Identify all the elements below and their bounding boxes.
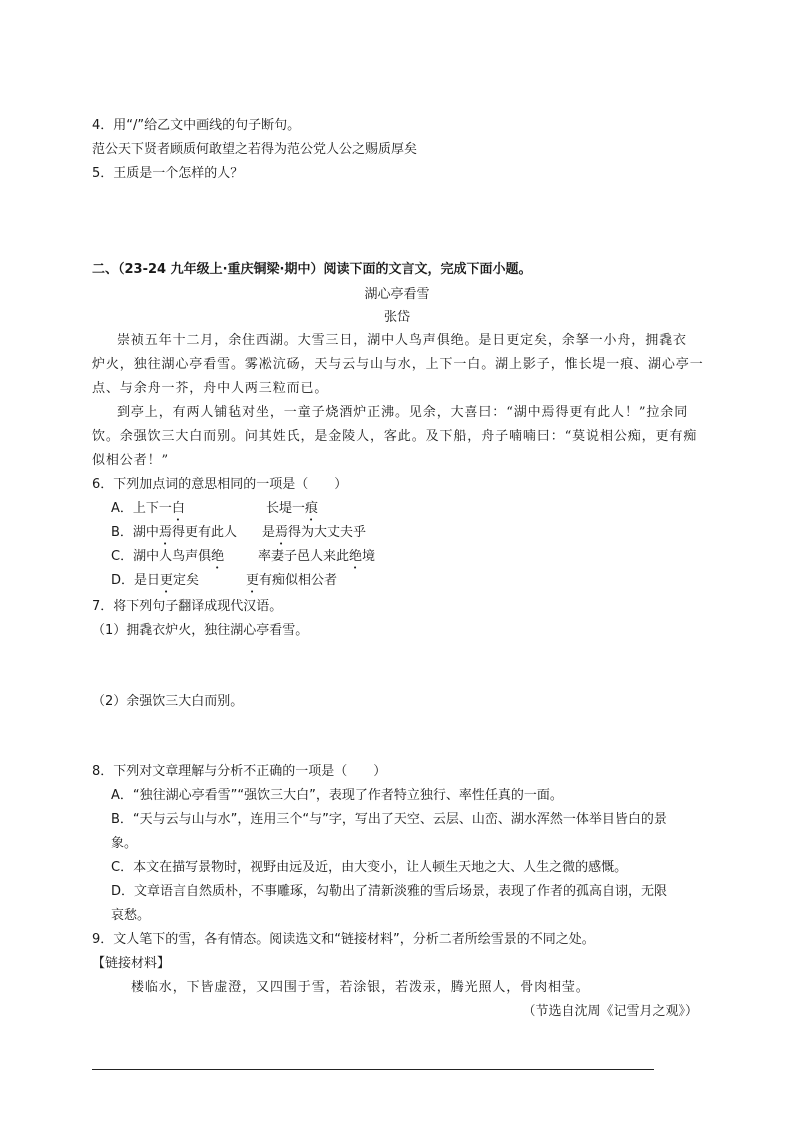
q6-option-a[interactable]: A．上下一白 xyxy=(111,501,185,516)
link-material-title: 【链接材料】 xyxy=(92,956,171,971)
q8-option-d-cont: 哀愁。 xyxy=(111,908,151,923)
q6-option-b[interactable]: B．湖中焉得更有此人 xyxy=(111,525,237,540)
q6-option-c-pair: 率妻子邑人来此绝境 xyxy=(258,549,376,564)
q9-stem: 9．文人笔下的雪，各有情态。阅读选文和“链接材料”，分析二者所绘雪景的不同之处。 xyxy=(92,932,595,947)
passage-line: 崇祯五年十二月，余住西湖。大雪三日，湖中人鸟声俱绝。是日更定矣，余拏一小舟，拥毳衣 xyxy=(117,333,687,348)
link-material-text: 楼临水，下皆虚澄，又四围于雪，若涂银，若泼汞，腾光照人，骨肉相莹。 xyxy=(131,980,590,995)
q8-option-a[interactable]: A．“独往湖心亭看雪”“强饮三大白”，表现了作者特立独行、率性任真的一面。 xyxy=(111,788,563,803)
q7-sub1: （1）拥毳衣炉火，独往湖心亭看雪。 xyxy=(92,623,309,638)
q6-option-c[interactable]: C．湖中人鸟声俱绝 xyxy=(111,549,225,564)
q4-sentence: 范公天下贤者顾质何敢望之若得为范公党人公之赐质厚矣 xyxy=(92,142,418,157)
passage-line: 似相公者！” xyxy=(92,453,170,468)
link-material-source: （节选自沈周《记雪月之观》） xyxy=(522,1004,698,1019)
q6-stem: 6．下列加点词的意思相同的一项是（ ） xyxy=(92,477,348,492)
q8-option-b-cont: 象。 xyxy=(111,836,138,851)
passage-line: 饮。余强饮三大白而别。问其姓氏，是金陵人，客此。及下船，舟子喃喃曰：“莫说相公痴，更有痴 xyxy=(92,429,698,444)
q6-option-d[interactable]: D．是日更定矣 xyxy=(111,573,200,588)
q8-option-d[interactable]: D．文章语言自然质朴，不事雕琢，勾勒出了清新淡雅的雪后场景，表现了作者的孤高自诩，无限 xyxy=(111,884,668,899)
q7-sub2: （2）余强饮三大白而别。 xyxy=(92,694,244,709)
q6-option-d-pair: 更有痴似相公者 xyxy=(246,573,338,588)
q8-stem: 8．下列对文章理解与分析不正确的一项是（ ） xyxy=(92,764,387,779)
q6-option-a-pair: 长堤一痕 xyxy=(266,501,319,516)
q6-option-b-pair: 是焉得为大丈夫乎 xyxy=(262,525,367,540)
q8-option-c[interactable]: C．本文在描写景物时，视野由远及近，由大变小，让人顿生天地之大、人生之微的感慨。 xyxy=(111,860,628,875)
passage-line: 到亭上，有两人铺毡对坐，一童子烧酒炉正沸。见余，大喜曰：“湖中焉得更有此人！”拉余同 xyxy=(117,405,689,420)
passage-author: 张岱 xyxy=(383,310,410,325)
section-heading: 二、（23-24 九年级上·重庆铜梁·期中）阅读下面的文言文，完成下面小题。 xyxy=(92,262,532,277)
passage-title: 湖心亭看雪 xyxy=(364,287,430,302)
passage-line: 炉火，独往湖心亭看雪。雾凇沆砀，天与云与山与水，上下一白。湖上影子，惟长堤一痕、湖心亭一 xyxy=(92,357,704,372)
q8-option-b[interactable]: B．“天与云与山与水”，连用三个“与”字，写出了天空、云层、山峦、湖水浑然一体举目皆白的景 xyxy=(111,812,667,827)
passage-line: 点、与余舟一芥，舟中人两三粒而已。 xyxy=(92,381,329,396)
q5-stem: 5．王质是一个怎样的人？ xyxy=(92,166,244,181)
q7-stem: 7．将下列句子翻译成现代汉语。 xyxy=(92,599,283,614)
footer-divider xyxy=(92,1069,654,1070)
q4-stem: 4．用“/”给乙文中画线的句子断句。 xyxy=(92,118,301,133)
